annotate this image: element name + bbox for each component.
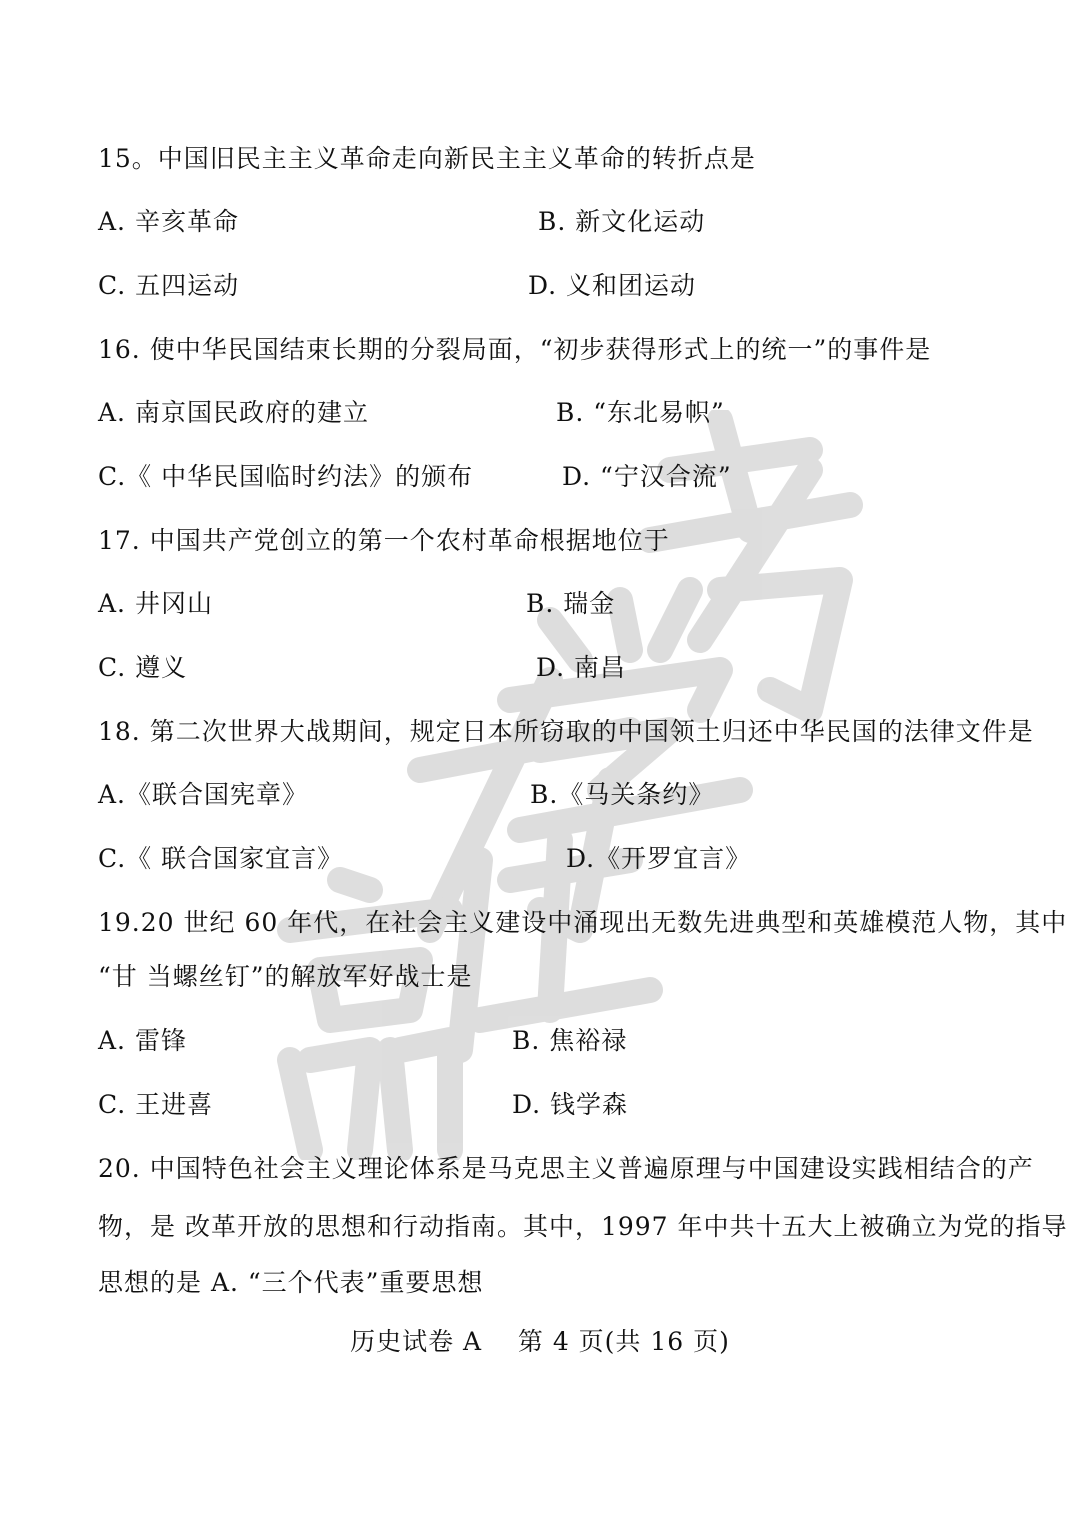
- question-19-stem-line-1: 19.20 世纪 60 年代，在社会主义建设中涌现出无数先进典型和英雄模范人物，其中: [98, 908, 1068, 937]
- q18-option-c: C.《 联合国家宜言》: [98, 844, 344, 873]
- q17-option-a: A. 井冈山: [98, 589, 213, 618]
- q16-option-b: B. “东北易帜”: [556, 398, 725, 427]
- q18-option-a: A.《联合国宪章》: [98, 780, 309, 809]
- q19-option-a: A. 雷锋: [98, 1026, 187, 1055]
- q18-option-b: B.《马关条约》: [530, 780, 715, 809]
- q16-option-d: D. “宁汉合流”: [562, 462, 732, 491]
- q19-option-b: B. 焦裕禄: [512, 1026, 628, 1055]
- question-19-stem-line-2: “甘 当螺丝钉”的解放军好战士是: [98, 962, 473, 991]
- question-20-stem-line-3: 思想的是 A. “三个代表”重要思想: [98, 1268, 484, 1297]
- q18-option-d: D.《开罗宜言》: [566, 844, 752, 873]
- q15-option-a: A. 辛亥革命: [98, 207, 239, 236]
- question-18-stem: 18. 第二次世界大战期间，规定日本所窃取的中国领土归还中华民国的法律文件是: [98, 717, 1034, 746]
- question-20-stem-line-1: 20. 中国特色社会主义理论体系是马克思主义普遍原理与中国建设实践相结合的产: [98, 1154, 1034, 1183]
- q19-option-c: C. 王进喜: [98, 1090, 214, 1119]
- question-20-stem-line-2: 物，是 改革开放的思想和行动指南。其中，1997 年中共十五大上被确立为党的指导: [98, 1212, 1068, 1241]
- page-footer: 历史试卷 A 第 4 页(共 16 页): [350, 1327, 730, 1356]
- question-17-stem: 17. 中国共产党创立的第一个农村革命根据地位于: [98, 526, 670, 555]
- q17-option-c: C. 遵义: [98, 653, 188, 682]
- q17-option-d: D. 南昌: [536, 653, 627, 682]
- q17-option-b: B. 瑞金: [526, 589, 616, 618]
- question-15-stem: 15。中国旧民主主义革命走向新民主主义革命的转折点是: [98, 144, 756, 173]
- q19-option-d: D. 钱学森: [512, 1090, 629, 1119]
- q16-option-a: A. 南京国民政府的建立: [98, 398, 369, 427]
- q16-option-c: C.《 中华民国临时约法》的颁布: [98, 462, 474, 491]
- question-16-stem: 16. 使中华民国结束长期的分裂局面，“初步获得形式上的统一”的事件是: [98, 335, 932, 364]
- q15-option-d: D. 义和团运动: [528, 271, 697, 300]
- q15-option-c: C. 五四运动: [98, 271, 240, 300]
- q15-option-b: B. 新文化运动: [538, 207, 706, 236]
